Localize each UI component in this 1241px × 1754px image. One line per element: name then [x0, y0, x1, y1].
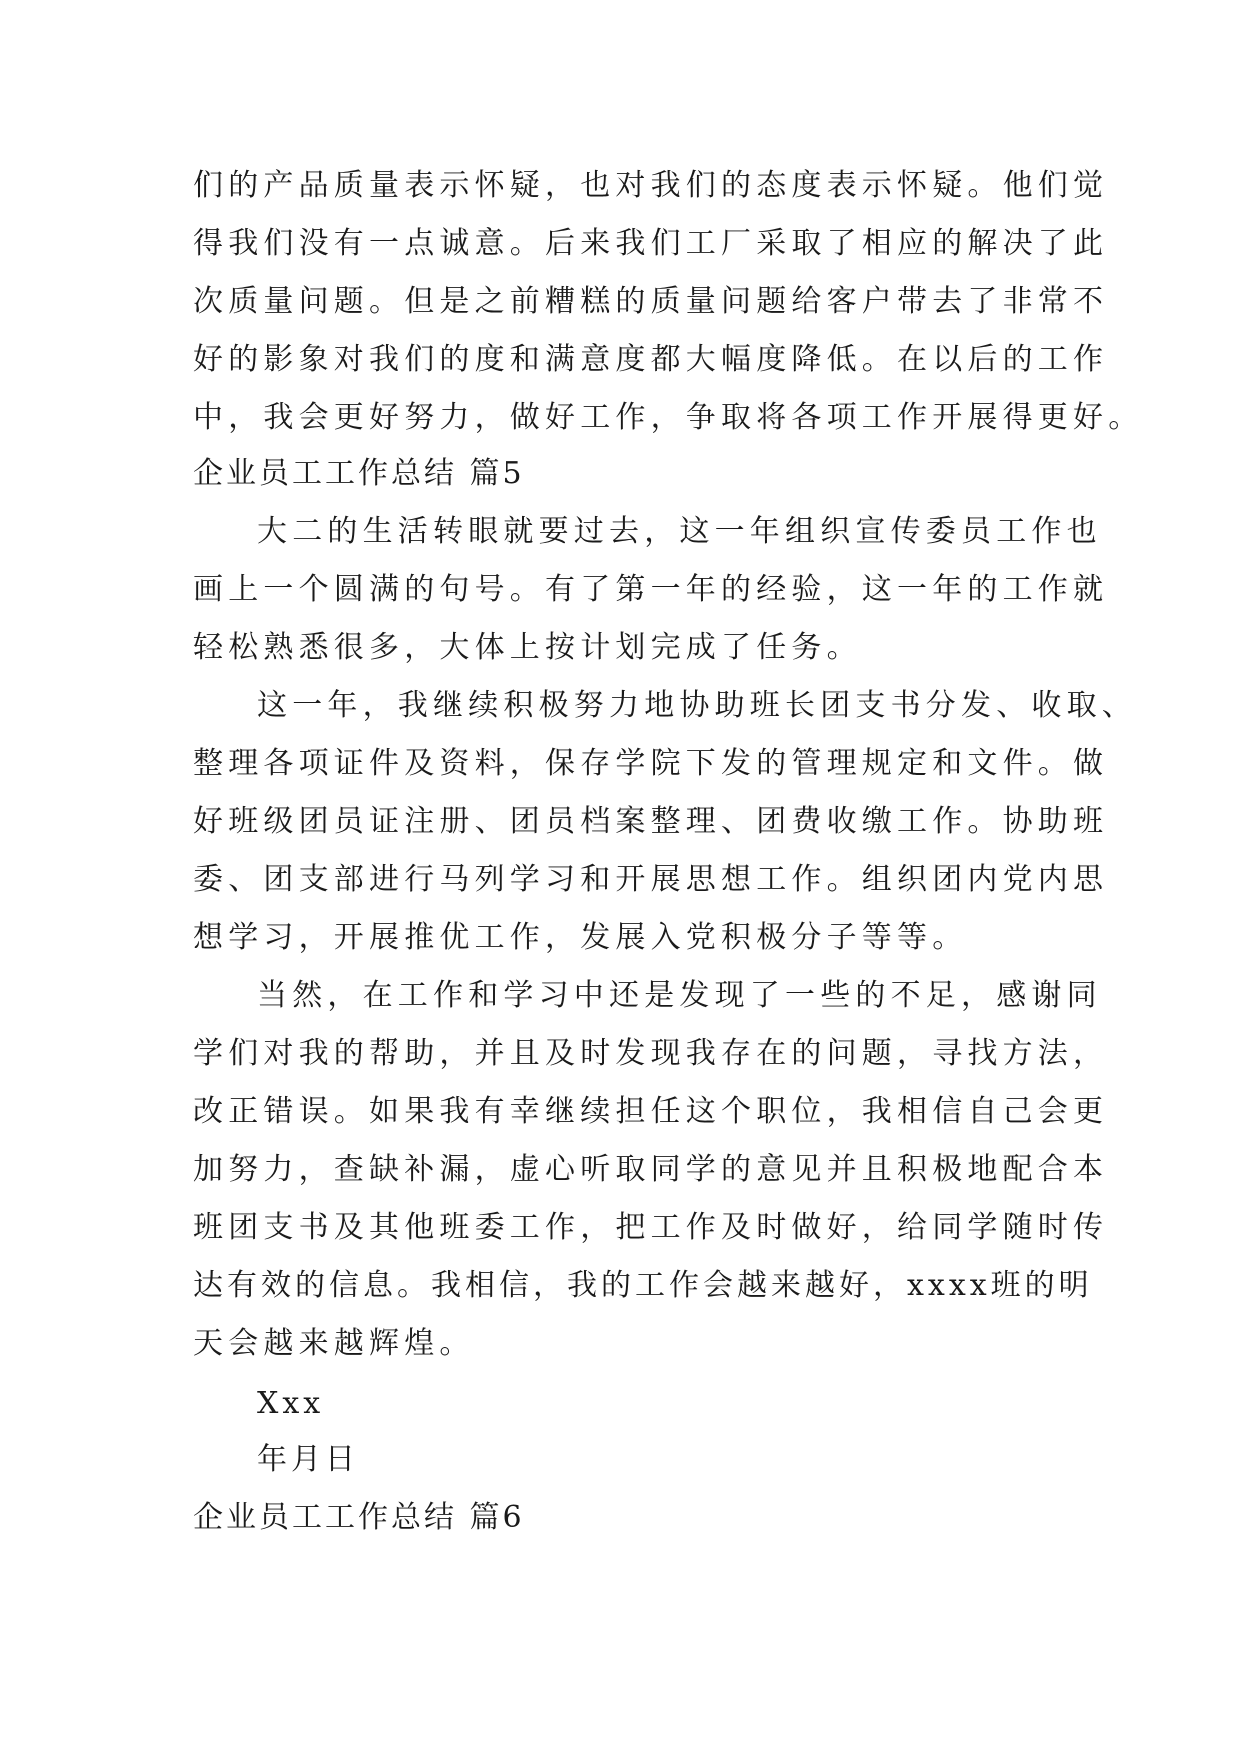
paragraph-first-line: 当然，在工作和学习中还是发现了一些的不足，感谢同 — [257, 978, 1102, 1013]
body-text-line: 委、团支部进行马列学习和开展思想工作。组织团内党内思 — [193, 862, 1109, 897]
section-heading: 企业员工工作总结 篇6 — [193, 1500, 525, 1535]
body-text-line: 好班级团员证注册、团员档案整理、团费收缴工作。协助班 — [193, 804, 1109, 839]
signature-date: 年月日 — [257, 1442, 359, 1477]
body-text-line: 整理各项证件及资料，保存学院下发的管理规定和文件。做 — [193, 746, 1109, 781]
paragraph-first-line: 这一年，我继续积极努力地协助班长团支书分发、收取、 — [257, 688, 1137, 723]
body-text-line: 次质量问题。但是之前糟糕的质量问题给客户带去了非常不 — [193, 284, 1109, 319]
body-text-line: 达有效的信息。我相信，我的工作会越来越好，xxxx班的明 — [193, 1268, 1093, 1303]
body-text-line: 中，我会更好努力，做好工作，争取将各项工作开展得更好。 — [193, 400, 1144, 435]
paragraph-first-line: 大二的生活转眼就要过去，这一年组织宣传委员工作也 — [257, 514, 1102, 549]
body-text-line: 想学习，开展推优工作，发展入党积极分子等等。 — [193, 920, 968, 955]
body-text-line: 改正错误。如果我有幸继续担任这个职位，我相信自己会更 — [193, 1094, 1109, 1129]
body-text-line: 班团支书及其他班委工作，把工作及时做好，给同学随时传 — [193, 1210, 1109, 1245]
body-text-line: 们的产品质量表示怀疑，也对我们的态度表示怀疑。他们觉 — [193, 168, 1109, 203]
body-text-line: 好的影象对我们的度和满意度都大幅度降低。在以后的工作 — [193, 342, 1109, 377]
body-text-line: 加努力，查缺补漏，虚心听取同学的意见并且积极地配合本 — [193, 1152, 1109, 1187]
body-text-line: 画上一个圆满的句号。有了第一年的经验，这一年的工作就 — [193, 572, 1109, 607]
body-text-line: 天会越来越辉煌。 — [193, 1326, 475, 1361]
body-text-line: 得我们没有一点诚意。后来我们工厂采取了相应的解决了此 — [193, 226, 1109, 261]
body-text-line: 轻松熟悉很多，大体上按计划完成了任务。 — [193, 630, 862, 665]
section-heading: 企业员工工作总结 篇5 — [193, 456, 525, 491]
signature-name: Xxx — [257, 1386, 325, 1421]
body-text-line: 学们对我的帮助，并且及时发现我存在的问题，寻找方法， — [193, 1036, 1109, 1071]
